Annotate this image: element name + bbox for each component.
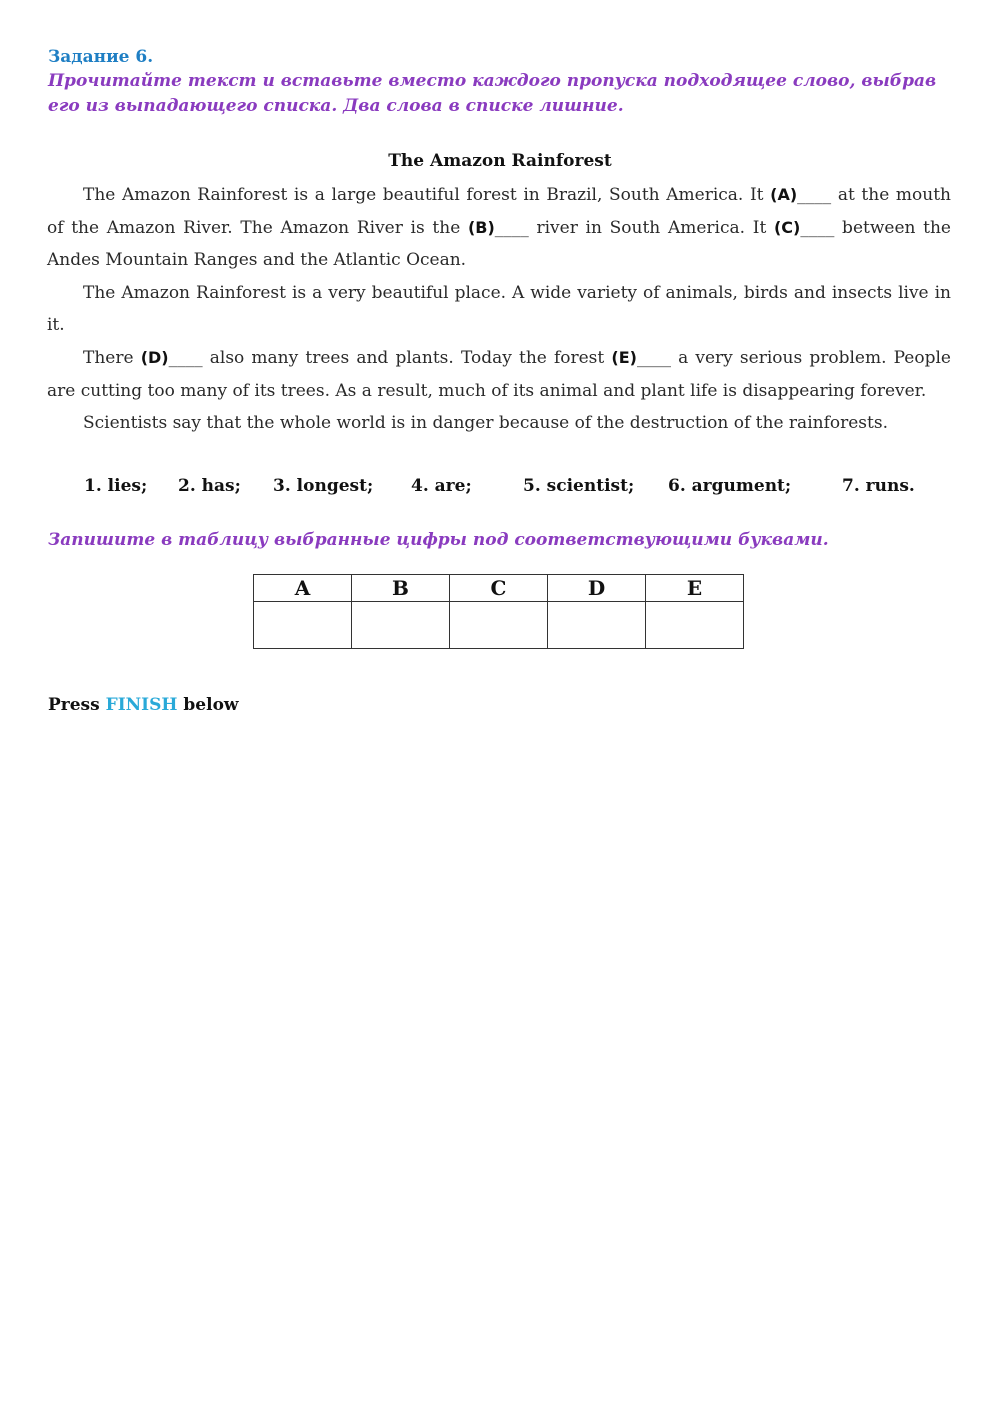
- word-option: 6. argument;: [668, 476, 792, 496]
- answer-header-a: A: [254, 575, 352, 602]
- task-number: Задание 6.: [48, 47, 154, 67]
- answer-cell-e[interactable]: [646, 602, 744, 649]
- text-span: The Amazon Rainforest is a large beautiful forest in Brazil, South America. It: [83, 185, 771, 205]
- answer-cell-c[interactable]: [450, 602, 548, 649]
- finish-instruction: [48, 695, 239, 715]
- answer-table: [253, 574, 744, 649]
- answer-table-input-row: [254, 602, 744, 649]
- paragraph-1: [47, 179, 951, 277]
- word-option: 1. lies;: [84, 476, 148, 496]
- answer-header-c: C: [450, 575, 548, 602]
- paragraph-4: Scientists say that the whole world is in danger because of the destruction of the rainforests.: [83, 413, 888, 434]
- answer-cell-a[interactable]: [254, 602, 352, 649]
- word-option: 3. longest;: [273, 476, 374, 496]
- gap-e-label: (E): [611, 347, 637, 367]
- answer-table-header-row: [254, 575, 744, 602]
- answer-header-b: B: [352, 575, 450, 602]
- task-instruction: Прочитайте текст и вставьте вместо каждого пропуска подходящее слово, выбрав его из выпадающего списка. Два слова в списке лишние.: [48, 71, 937, 116]
- gap-d-label: (D): [140, 347, 169, 367]
- word-option: 5. scientist;: [523, 476, 635, 496]
- gap-d-blank[interactable]: ____: [168, 347, 203, 368]
- answer-header-e: E: [646, 575, 744, 602]
- gap-a-blank[interactable]: ____: [797, 185, 832, 205]
- gap-b-blank[interactable]: ____: [494, 217, 529, 238]
- gap-e-blank[interactable]: ____: [636, 347, 671, 368]
- article-text: [47, 179, 951, 440]
- text-span: river in South America. It: [528, 217, 774, 238]
- table-instruction: Запишите в таблицу выбранные цифры под соответствующими буквами.: [48, 530, 829, 550]
- paragraph-3: [47, 342, 951, 407]
- gap-c-label: (C): [773, 217, 801, 237]
- answer-header-d: D: [548, 575, 646, 602]
- text-span: at the mouth of the Amazon River. The Amazon River is the: [47, 185, 951, 238]
- text-span: a very serious problem. People are cutting too many of its trees. As a result, much of its animal and plant life is disappearing forever.: [47, 347, 951, 401]
- finish-word: FINISH: [105, 695, 178, 715]
- gap-c-blank[interactable]: ____: [800, 217, 835, 238]
- text-span: between the Andes Mountain Ranges and the Atlantic Ocean.: [47, 217, 951, 271]
- answer-cell-b[interactable]: [352, 602, 450, 649]
- word-option: 7. runs.: [842, 476, 915, 496]
- text-span: also many trees and plants. Today the forest: [202, 347, 612, 368]
- gap-a-label: (A): [770, 185, 798, 204]
- answer-cell-d[interactable]: [548, 602, 646, 649]
- paragraph-2: The Amazon Rainforest is a very beautiful place. A wide variety of animals, birds and insects live in it.: [47, 282, 951, 336]
- press-text: Press: [48, 695, 100, 715]
- gap-b-label: (B): [467, 217, 495, 237]
- text-span: There: [83, 347, 141, 368]
- word-option: 4. are;: [411, 476, 472, 496]
- article-title: The Amazon Rainforest: [388, 151, 612, 171]
- below-text: below: [183, 695, 239, 715]
- word-option: 2. has;: [178, 476, 241, 496]
